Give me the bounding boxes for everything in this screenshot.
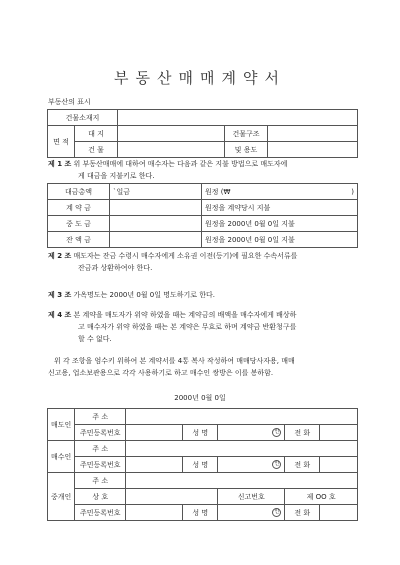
payment-note: 원정을 2000년 0월 0일 지불 [202, 216, 358, 232]
trade-name-label: 상 호 [75, 489, 126, 505]
seal-mark: 인 [272, 508, 281, 517]
seller-name-field[interactable] [218, 425, 285, 441]
payment-table [47, 183, 358, 248]
payment-label: 대금총액 [48, 184, 110, 200]
seal-mark: 인 [272, 460, 281, 469]
payment-label: 잔 액 금 [48, 232, 110, 248]
payment-row [48, 232, 358, 248]
area-label: 면 적 [48, 126, 75, 158]
clause-1-text-2: 게 대금을 지불키로 한다. [78, 172, 155, 180]
seller-label: 매도인 [48, 409, 75, 441]
id-label: 주민등록번호 [75, 457, 126, 473]
phone-label: 전 화 [285, 457, 320, 473]
address-label: 주 소 [75, 409, 126, 425]
closing-text-2: 신고용, 업소보관용으로 각각 사용하기로 하고 매수인 쌍방은 이를 봉하함. [48, 369, 274, 377]
clause-1-number: 제 1 조 [48, 160, 72, 168]
name-label: 성 명 [183, 505, 218, 521]
contract-date: 2000년 0월 0일 [174, 394, 226, 402]
usage-value[interactable] [268, 142, 358, 158]
payment-amount[interactable] [110, 232, 202, 248]
buyer-name-field[interactable] [218, 457, 285, 473]
name-label: 성 명 [183, 457, 218, 473]
id-label: 주민등록번호 [75, 505, 126, 521]
buyer-address-field[interactable] [126, 441, 358, 457]
payment-row [48, 216, 358, 232]
buyer-label: 매수인 [48, 441, 75, 473]
closing-text-1: 위 각 조항을 엄수키 위하여 본 계약서를 4통 복사 작성하여 매매당사자용, 매매 [54, 357, 295, 365]
seller-id-field[interactable] [126, 425, 183, 441]
structure-value[interactable] [268, 126, 358, 142]
clause-3 [48, 289, 368, 301]
land-label: 대 지 [75, 126, 118, 142]
broker-trade-field[interactable] [126, 489, 218, 505]
usage-label: 및 용도 [225, 142, 268, 158]
payment-note: 원정을 2000년 0월 0일 지불 [202, 232, 358, 248]
building-label: 건 물 [75, 142, 118, 158]
payment-note: 원정을 계약당시 지불 [202, 200, 358, 216]
payment-amount[interactable] [110, 216, 202, 232]
clause-4-text-2: 고 매수자가 위약 하였을 때는 본 계약은 무효로 하며 계약금 반환청구를 [78, 323, 297, 331]
document-title: 부동산매매계약서 [114, 69, 286, 87]
clause-3-text: 가옥명도는 2000년 0월 0일 명도하기로 한다. [73, 291, 216, 299]
address-label: 주 소 [75, 473, 126, 489]
broker-address-field[interactable] [126, 473, 358, 489]
clause-4-text: 본 계약을 매도자가 위약 하였을 때는 계약금의 배액을 매수자에게 배상하 [73, 311, 297, 319]
address-label: 주 소 [75, 441, 126, 457]
property-table [47, 109, 358, 158]
location-value[interactable] [118, 110, 358, 126]
property-heading: 부동산의 표시 [48, 98, 91, 106]
clause-1 [48, 158, 368, 182]
payment-label: 계 약 금 [48, 200, 110, 216]
buyer-phone-field[interactable] [320, 457, 358, 473]
payment-row [48, 200, 358, 216]
building-value[interactable] [118, 142, 225, 158]
clause-2 [48, 250, 368, 274]
payment-amount[interactable] [110, 200, 202, 216]
clause-2-text-2: 잔금과 상환하여야 한다. [78, 264, 153, 272]
seller-address-field[interactable] [126, 409, 358, 425]
clause-4-text-3: 할 수 없다. [78, 335, 112, 343]
closing-paragraph [48, 355, 378, 379]
name-label: 성 명 [183, 425, 218, 441]
clause-4 [48, 309, 368, 345]
clause-2-number: 제 2 조 [48, 252, 72, 260]
parties-table [47, 408, 358, 521]
phone-label: 전 화 [285, 505, 320, 521]
buyer-id-field[interactable] [126, 457, 183, 473]
seller-phone-field[interactable] [320, 425, 358, 441]
payment-label: 중 도 금 [48, 216, 110, 232]
location-label: 건물소재지 [48, 110, 118, 126]
broker-phone-field[interactable] [320, 505, 358, 521]
seal-mark: 인 [272, 428, 281, 437]
phone-label: 전 화 [285, 425, 320, 441]
clause-1-text: 위 부동산매매에 대하여 매수자는 다음과 같은 지불 방법으로 매도자에 [73, 160, 288, 168]
broker-name-field[interactable] [218, 505, 285, 521]
license-value: 제 OO 호 [285, 489, 358, 505]
payment-note: 원정 (₩ [202, 184, 323, 200]
clause-2-text: 매도자는 잔금 수령시 매수자에게 소유권 이전(등기)에 필요한 수속서류를 [73, 252, 298, 260]
license-label: 신고번호 [218, 489, 285, 505]
id-label: 주민등록번호 [75, 425, 126, 441]
payment-amount[interactable]: `일금 [110, 184, 202, 200]
structure-label: 건물구조 [225, 126, 268, 142]
land-value[interactable] [118, 126, 225, 142]
payment-note-end: ) [322, 184, 357, 200]
payment-row [48, 184, 358, 200]
clause-4-number: 제 4 조 [48, 311, 72, 319]
clause-3-number: 제 3 조 [48, 291, 72, 299]
broker-label: 중개인 [48, 473, 75, 521]
broker-id-field[interactable] [126, 505, 183, 521]
